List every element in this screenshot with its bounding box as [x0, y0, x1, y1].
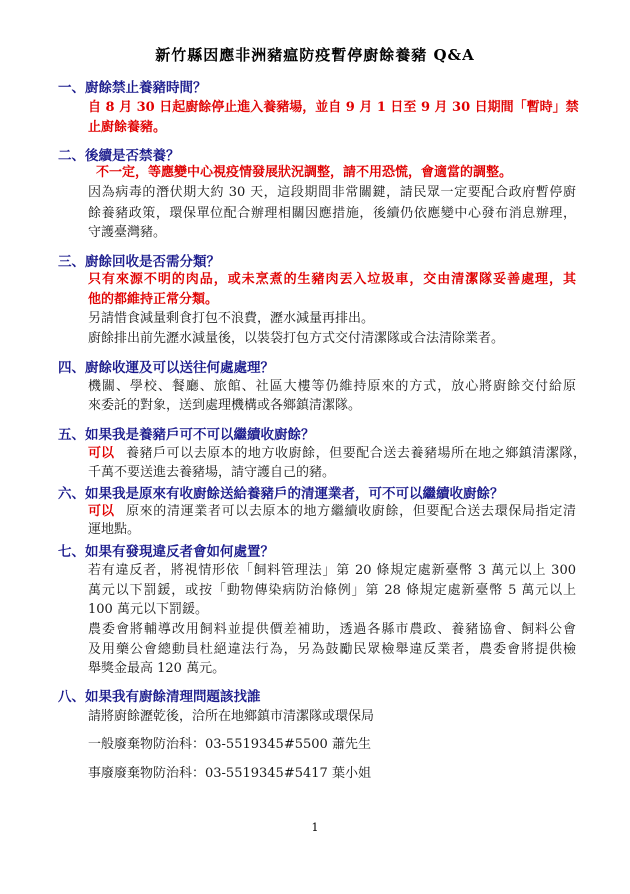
answer-7-line-4: 農委會將輔導改用飼料並提供價差補助，透過各縣市農政、養豬協會、飼料公會	[88, 622, 576, 637]
answer-3-line-4: 廚餘排出前先瀝水減量後，以裝袋打包方式交付清潔隊或合法清除業者。	[88, 331, 505, 346]
answer-7-line-2: 萬元以下罰鍰，或按「動物傳染病防治條例」第 28 條規定處新臺幣 5 萬元以上	[88, 583, 576, 598]
answer-6-line-1: 原來的清運業者可以去原本的地方繼續收廚餘，但要配合送去環保局指定清	[126, 504, 576, 519]
question-1: 一、廚餘禁止養豬時間？	[58, 80, 207, 96]
answer-2-line-3: 餘養豬政策，環保單位配合辦理相關因應措施，後續仍依應變中心發布消息辦理，	[88, 206, 576, 221]
answer-3-line-2: 他的都維持正常分類。	[88, 292, 219, 307]
contact-business-waste: 事廢廢棄物防治科：03-5519345#5417 葉小姐	[88, 766, 371, 781]
question-8: 八、如果我有廚餘清理問題該找誰	[58, 689, 261, 705]
answer-1-line-2: 止廚餘養豬。	[88, 120, 167, 135]
page-title: 新竹縣因應非洲豬瘟防疫暫停廚餘養豬 Q&A	[155, 46, 475, 64]
question-7: 七、如果有發現違反者會如何處置？	[58, 544, 274, 560]
answer-7-line-5: 及用藥公會總動員杜絕違法行為，另為鼓勵民眾檢舉違反業者，農委會將提供檢	[88, 642, 576, 657]
answer-8-line-1: 請將廚餘瀝乾後，洽所在地鄉鎮市清潔隊或環保局	[88, 709, 375, 724]
answer-5-line-1: 養豬戶可以去原本的地方收廚餘，但要配合送去養豬場所在地之鄉鎮清潔隊，	[126, 446, 586, 461]
question-3: 三、廚餘回收是否需分類？	[58, 254, 220, 270]
page-number: 1	[311, 821, 319, 834]
answer-7-line-3: 100 萬元以下罰鍰。	[88, 602, 208, 617]
answer-6-line-2: 運地點。	[88, 522, 141, 537]
contact-general-waste: 一般廢棄物防治科：03-5519345#5500 蕭先生	[88, 737, 371, 752]
question-4: 四、廚餘收運及可以送往何處處理？	[58, 360, 274, 376]
answer-4-line-1: 機關、學校、餐廳、旅館、社區大樓等仍維持原來的方式，放心將廚餘交付給原	[88, 379, 576, 394]
answer-5-line-2: 千萬不要送進去養豬場，請守護自己的豬。	[88, 465, 336, 480]
answer-2-line-4: 守護臺灣豬。	[88, 225, 167, 240]
answer-7-line-1: 若有違反者，將視情形依「飼料管理法」第 20 條規定處新臺幣 3 萬元以上 300	[88, 563, 576, 578]
answer-5-lead: 可以	[88, 446, 115, 461]
answer-3-line-1: 只有來源不明的肉品，或未烹煮的生豬肉丟入垃圾車，交由清潔隊妥善處理，其	[88, 272, 576, 287]
question-5: 五、如果我是養豬戶可不可以繼續收廚餘？	[58, 427, 315, 443]
answer-3-line-3: 另請惜食減量剩食打包不浪費，瀝水減量再排出。	[88, 311, 375, 326]
answer-1-line-1: 自 8 月 30 日起廚餘停止進入養豬場，並自 9 月 1 日至 9 月 30 日期間「暫時」禁	[88, 100, 579, 115]
answer-2-line-1: 不一定，等應變中心視疫情發展狀況調整，請不用恐慌，會適當的調整。	[96, 165, 513, 180]
answer-7-line-6: 舉獎金最高 120 萬元。	[88, 661, 226, 676]
answer-6-lead: 可以	[88, 504, 115, 519]
answer-4-line-2: 來委託的對象，送到處理機構或各鄉鎮清潔隊。	[88, 398, 362, 413]
answer-2-line-2: 因為病毒的潛伏期大約 30 天，這段期間非常關鍵，請民眾一定要配合政府暫停廚	[88, 185, 576, 200]
question-6: 六、如果我是原來有收廚餘送給養豬戶的清運業者，可不可以繼續收廚餘？	[58, 486, 504, 502]
question-2: 二、後續是否禁養？	[58, 148, 180, 164]
